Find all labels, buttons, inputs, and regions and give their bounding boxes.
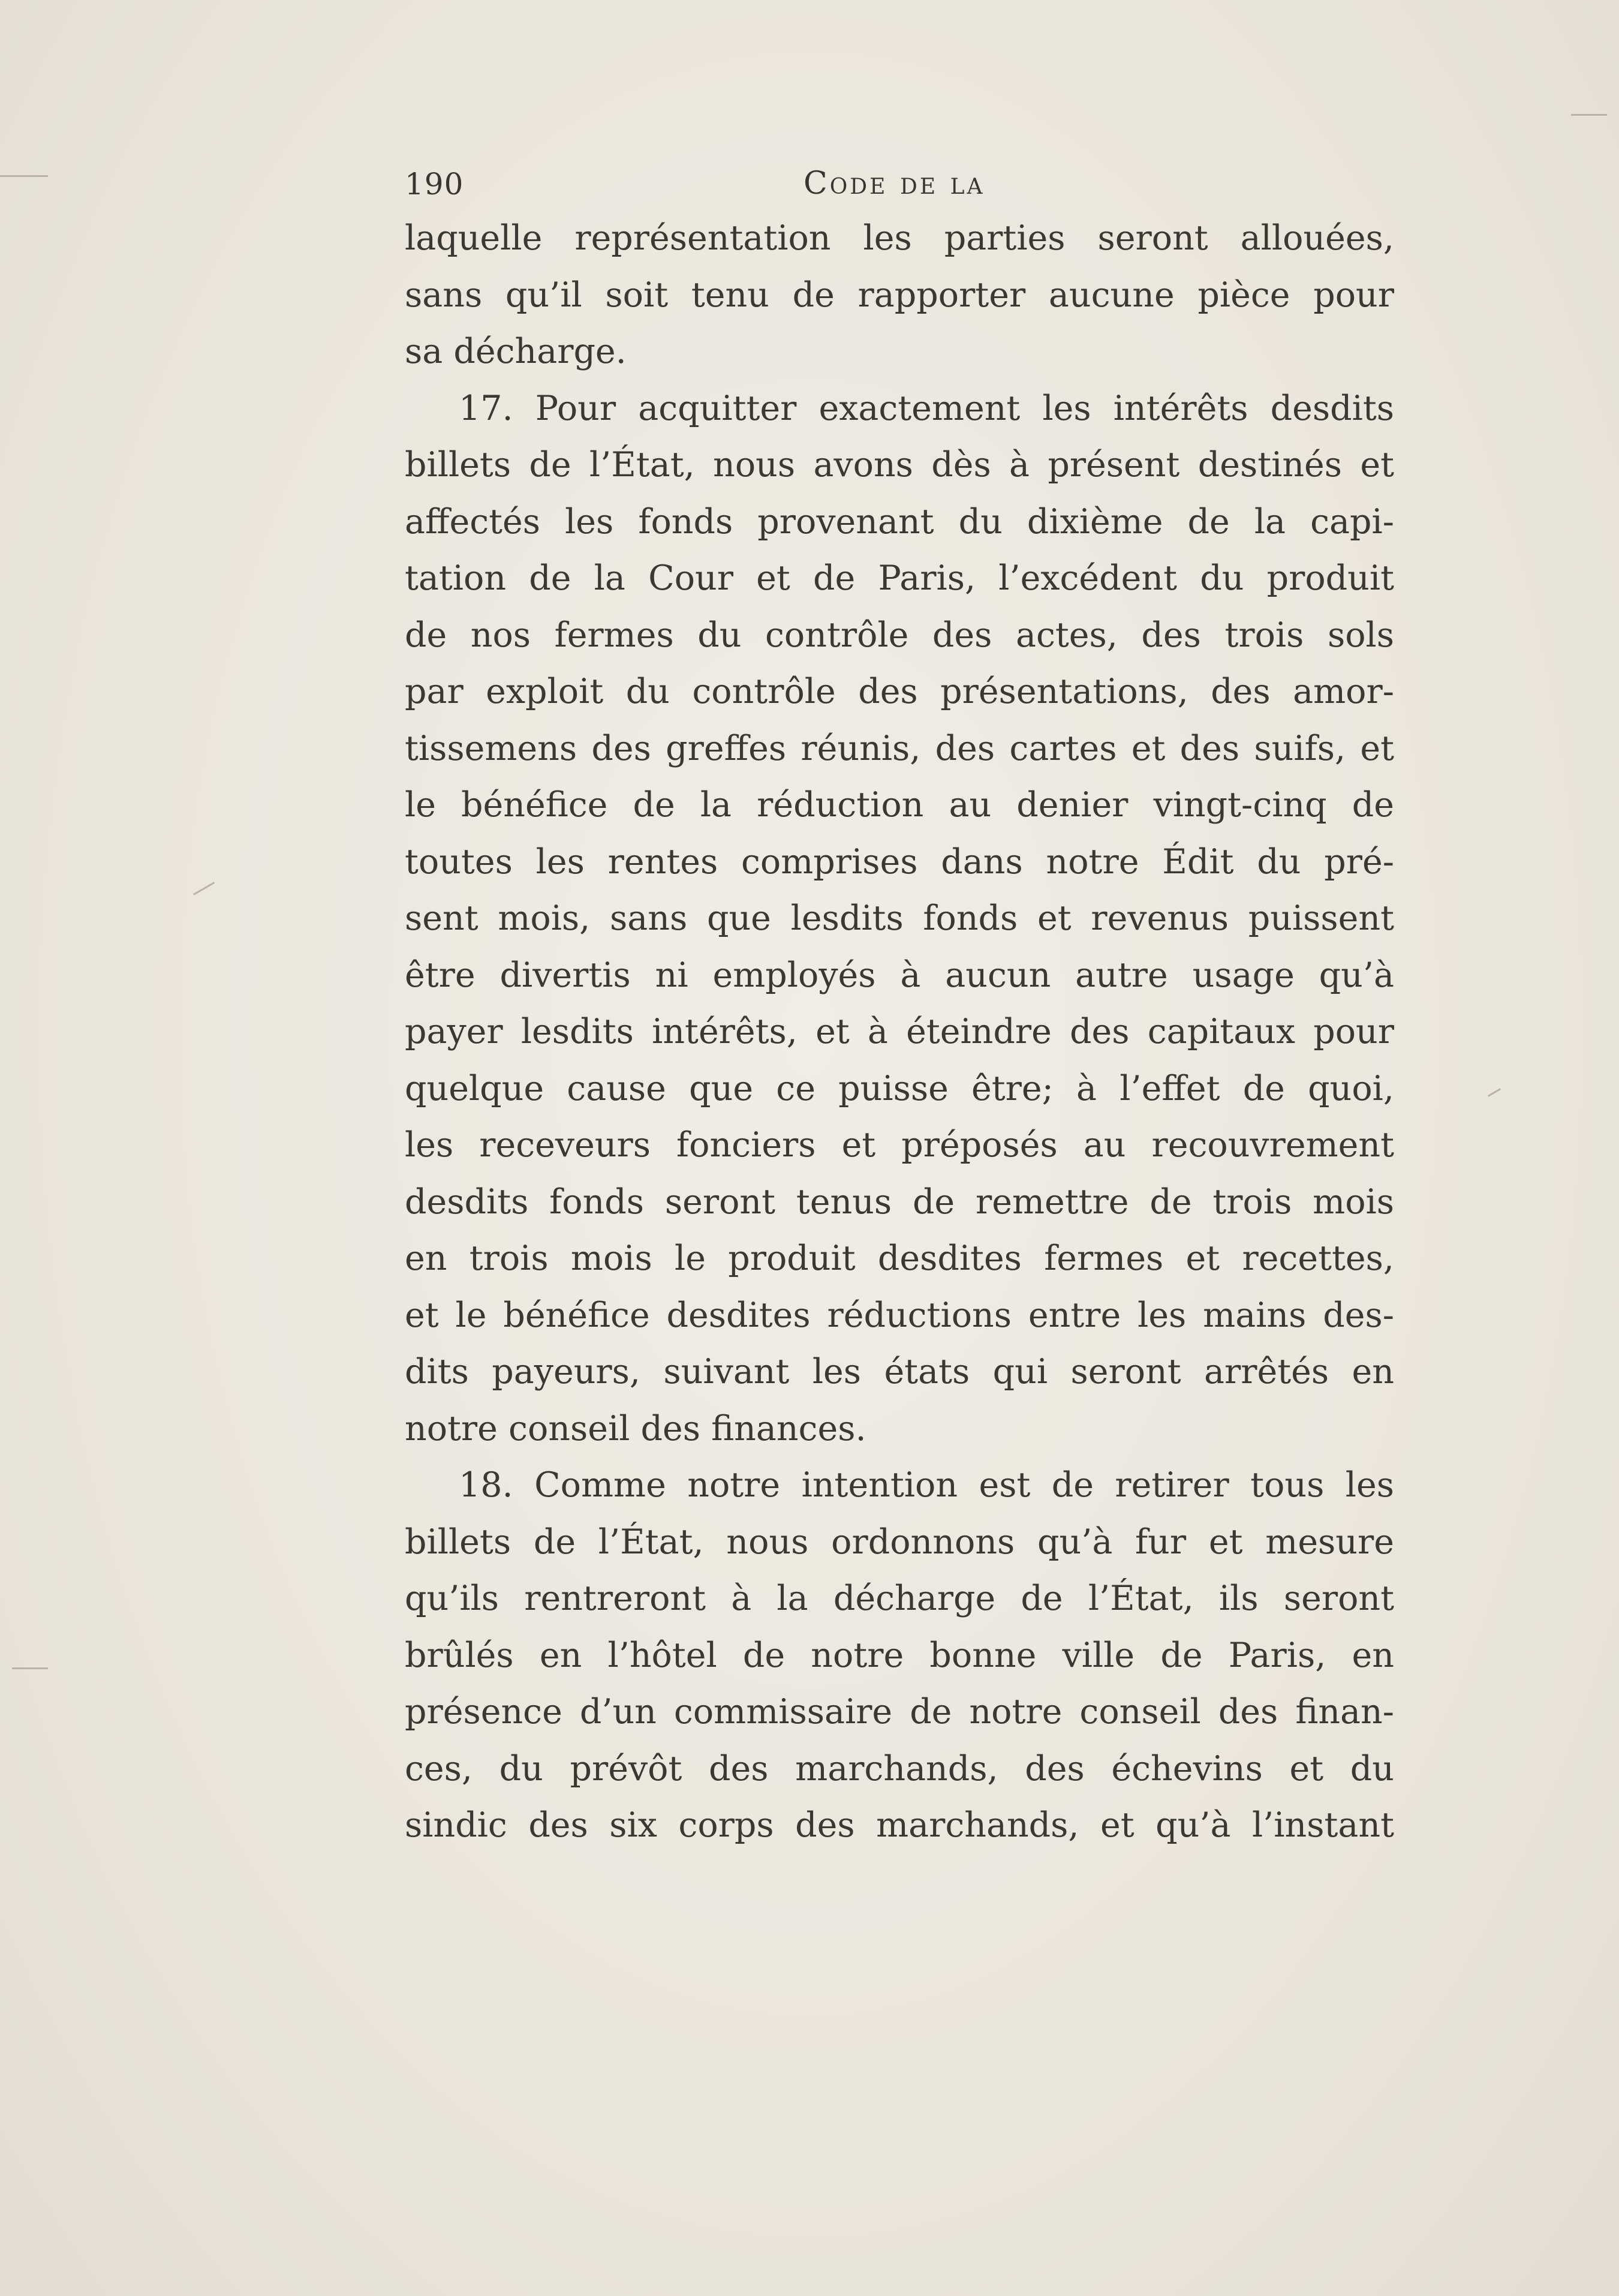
text-line: laquelle représentation les parties seront allouées, [405,218,1394,258]
text-line: être divertis ni employés à aucun autre usage qu’à [405,955,1394,995]
text-line: ces, du prévôt des marchands, des échevins et du [405,1748,1394,1789]
text-line: les receveurs fonciers et préposés au recouvrement [405,1125,1394,1165]
text-line: tation de la Cour et de Paris, l’excédent du produit [405,558,1394,598]
text-line: quelque cause que ce puisse être; à l’effet de quoi, [405,1068,1394,1108]
text-line: de nos fermes du contrôle des actes, des trois sols [405,615,1394,655]
paper-mark [1571,114,1607,116]
text-line: par exploit du contrôle des présentations, des amor- [405,672,1394,711]
article-17-first-line: 17. Pour acquitter exactement les intérêts desdits [459,388,1394,428]
text-line: billets de l’État, nous ordonnons qu’à fur et mesure [405,1522,1394,1562]
text-line: dits payeurs, suivant les états qui seront arrêtés en [405,1352,1394,1392]
article-18-first-line: 18. Comme notre intention est de retirer tous les [459,1465,1394,1505]
text-line: sans qu’il soit tenu de rapporter aucune pièce pour [405,275,1394,315]
text-line: toutes les rentes comprises dans notre Édit du pré- [405,842,1394,882]
body-text [405,210,1394,1854]
paper-mark [0,175,48,177]
text-line: billets de l’État, nous avons dès à présent destinés et [405,445,1394,485]
page-number: 190 [405,167,464,202]
text-line: affectés les fonds provenant du dixième de la capi- [405,501,1394,542]
text-line: en trois mois le produit desdites fermes et recettes, [405,1239,1394,1278]
page-header [405,162,1394,210]
text-line: desdits fonds seront tenus de remettre de trois mois [405,1182,1394,1222]
text-line: le bénéfice de la réduction au denier vingt-cinq de [405,785,1394,825]
text-line: sindic des six corps des marchands, et qu’à l’instant [405,1805,1394,1845]
paper-mark [193,882,215,895]
text-line: présence d’un commissaire de notre conseil des finan- [405,1692,1394,1732]
text-line: payer lesdits intérêts, et à éteindre des capitaux pour [405,1012,1394,1051]
text-line: sa décharge. [405,332,627,371]
text-line: et le bénéfice desdites réductions entre les mains des- [405,1295,1394,1335]
running-head: Code de la [804,166,985,202]
text-line: tissemens des greffes réunis, des cartes et des suifs, et [405,728,1394,768]
text-line: qu’ils rentreront à la décharge de l’État, ils seront [405,1579,1394,1618]
text-line: brûlés en l’hôtel de notre bonne ville de Paris, en [405,1635,1394,1675]
text-line: sent mois, sans que lesdits fonds et revenus puissent [405,898,1394,938]
paper-mark [1488,1088,1501,1097]
text-line: notre conseil des finances. [405,1408,866,1448]
paper-mark [12,1667,48,1669]
